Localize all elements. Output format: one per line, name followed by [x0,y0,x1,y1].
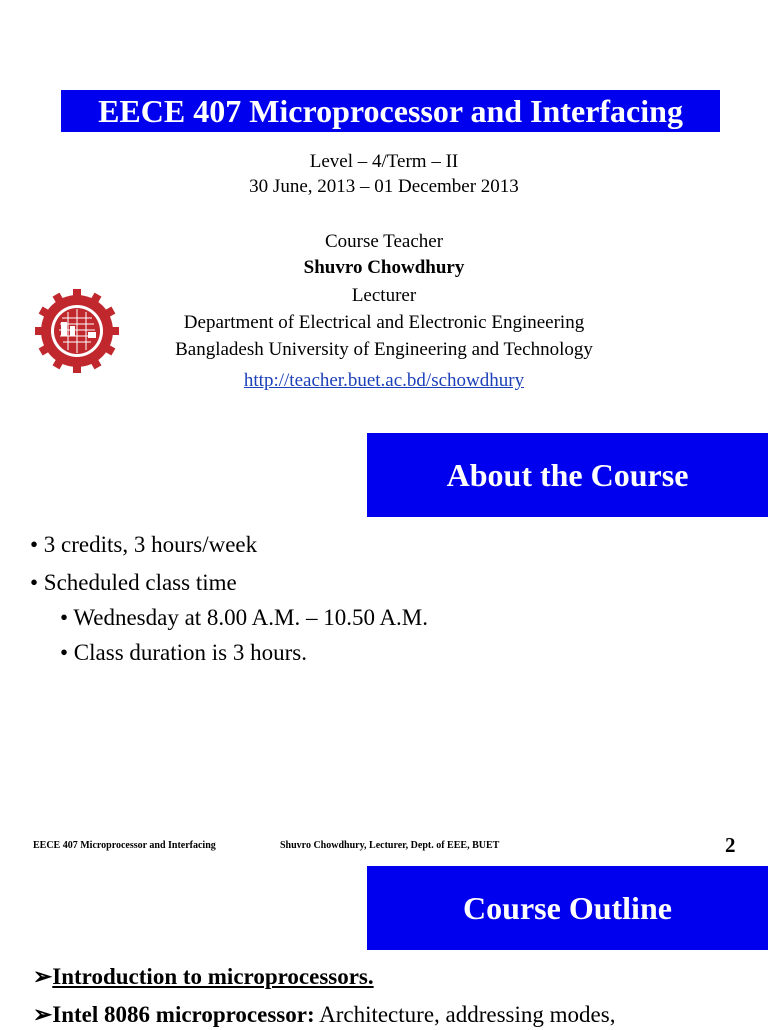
page-number: 2 [725,833,736,857]
outline-8086-text: Architecture, addressing modes, [314,1002,616,1027]
university-name: Bangladesh University of Engineering and Technology [175,339,593,360]
teacher-label: Course Teacher [324,231,444,252]
about-course-heading: About the Course [367,433,768,517]
outline-intro-text: Introduction to microprocessors. [52,964,374,989]
arrow-bullet-icon: ➢ [33,964,53,989]
teacher-homepage-link[interactable]: http://teacher.buet.ac.bd/schowdhury [243,370,525,391]
teacher-role: Lecturer [351,285,417,306]
buet-gear-logo-icon [32,288,122,374]
course-title-banner: EECE 407 Microprocessor and Interfacing [61,90,720,132]
footer-course-name: EECE 407 Microprocessor and Interfacing [33,840,216,851]
bullet-class-time: • Scheduled class time [30,570,237,595]
footer-author: Shuvro Chowdhury, Lecturer, Dept. of EEE, BUET [280,840,500,851]
sub-bullet-duration: • Class duration is 3 hours. [60,640,307,665]
sub-bullet-schedule: • Wednesday at 8.00 A.M. – 10.50 A.M. [60,605,429,630]
bullet-credits: • 3 credits, 3 hours/week [30,532,258,557]
arrow-bullet-icon: ➢ [33,1002,53,1027]
outline-item-intro [33,962,374,992]
outline-8086-label: Intel 8086 microprocessor: [52,1002,315,1027]
level-term: Level – 4/Term – II [309,151,459,172]
outline-item-8086 [33,1000,615,1030]
course-outline-heading: Course Outline [367,866,768,950]
course-dates: 30 June, 2013 – 01 December 2013 [249,176,519,197]
teacher-name: Shuvro Chowdhury [303,257,465,278]
department-name: Department of Electrical and Electronic Engineering [183,312,585,333]
